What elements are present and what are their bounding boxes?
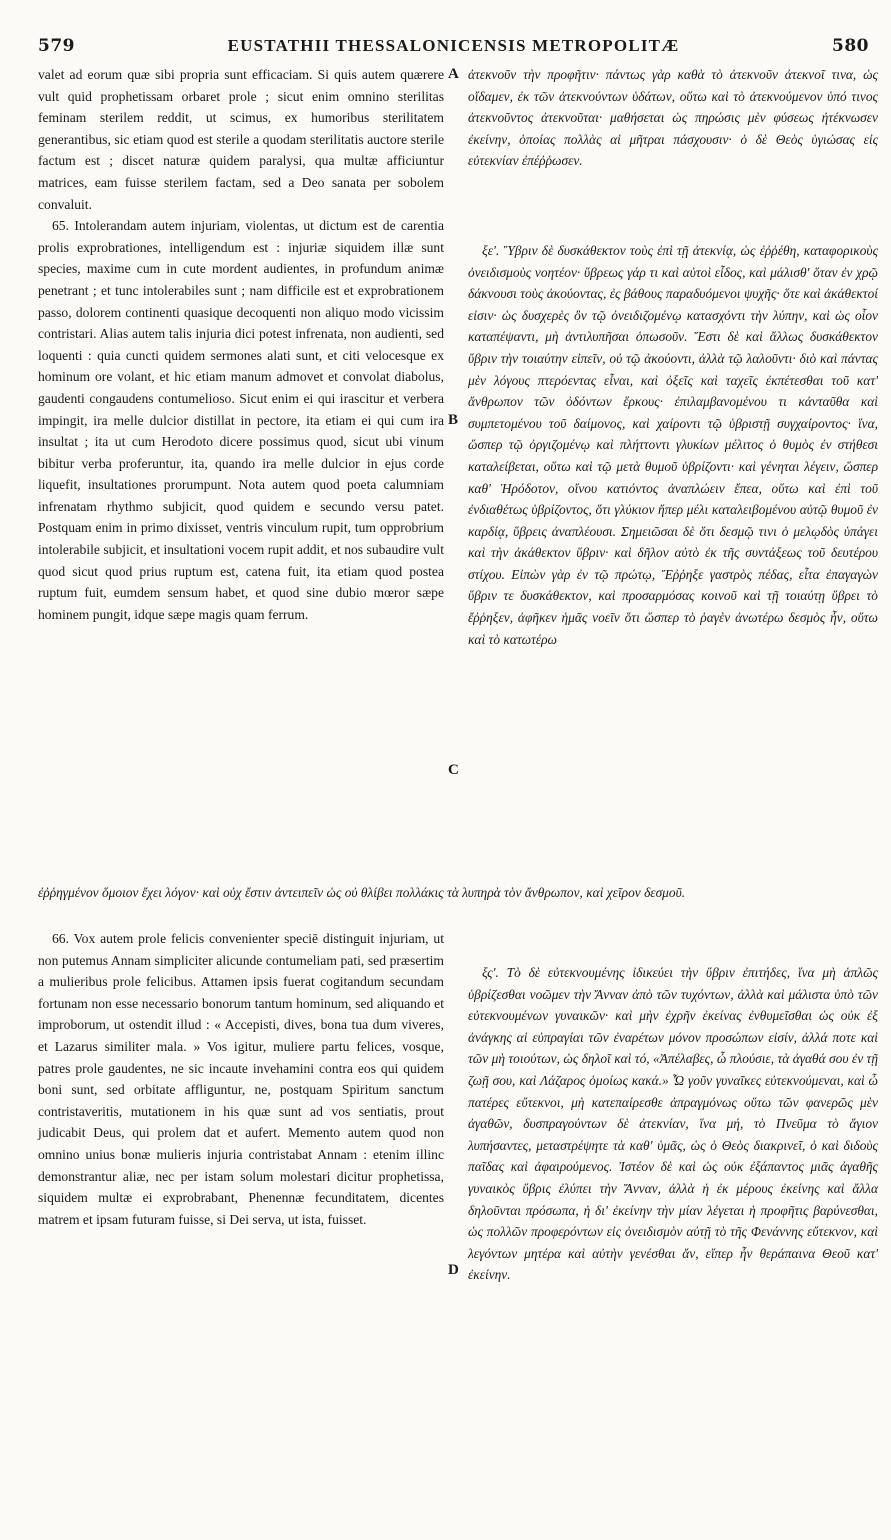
margin-marker-a: A (448, 66, 459, 82)
running-header (38, 36, 869, 62)
margin-marker-c: C (448, 762, 459, 778)
greek-paragraph-intro: ἀτεκνοῦν τὴν προφῆτιν· πάντως γὰρ καθὰ τὸ ἀτεκνοῦν ἀτεκνοῖ τινα, ὡς οἴδαμεν, ἐκ τῶν ἀτεκνούντων ὑδάτων, οὕτω καὶ τὸ ἀτεκνούμενον ὑπό τινος ἀτεκνοῦντος ἀτεκνοῦται· μαθήσεται ὡς πηρώσις μὲν φύσεως ἠτέκνωσεν ἐκείνην, ὁποίας πολλὰς αἱ μῆτραι πάσχουσιν· ὁ δὲ Θεὸς ὑγιώσας εἰς εὐτεκνίαν ἐπέῤῥωσεν. (468, 67, 878, 169)
margin-marker-b: B (448, 412, 459, 428)
greek-paragraph-66: ξς'. Τὸ δὲ εὐτεκνουμένης ἰδικεύει τὴν ὕβριν ἐπιτήδες, ἵνα μὴ ἁπλῶς ὑβρίζεσθαι νοῶμεν τὴν Ἄνναν ἀπὸ τῶν τυχόντων, ἀλλὰ καὶ μάλιστα ὑπὸ τῶν εὐτεκνουμένων γυναικῶν· καὶ μὴν ἐχρῆν ἐκείνας ἐνθυμεῖσθαι ὡς οὐκ ἐξ ἀνάγκης αἱ εὐπραγίαι τῶν ἐναρέτων μόνον προσώπων εἰσίν, ἀλλά ποτε καὶ τῶν μὴ τοιούτων, ὡς δηλοῖ καὶ τό, «Ἀπέλαβες, ὦ πλούσιε, τὰ ἀγαθά σου ἐν τῇ ζωῇ σου, καὶ Λάζαρος ὁμοίως κακά.» Ὦ γοῦν γυναῖκες εὐτεκνούμεναι, καὶ ὦ πατέρες εὔτεκνοι, μὴ κατεπαίρεσθε ἀπραγμόνως οὕτω τῶν φανερῶς μὲν ἀγαθῶν, δυσπραγούντων δὲ ἀτεκνίαν, ἵνα μή, τὸ Πνεῦμα τὸ ἅγιον λυπήσαντες, μεταστρέψητε τὰ καθ' ὑμᾶς, ὡς ὁ Θεὸς διακρινεῖ, ὁ καὶ διδοὺς παῖδας καὶ ἀφαιρούμενος. Ἰστέον δὲ καὶ ὡς οὐκ ἐξάπαντος μιᾶς ἀγαθῆς γυναικὸς ὕβρις ἐλύπει τὴν Ἄνναν, ἀλλὰ ἡ ἐκ μέρους ἐκείνης καὶ ἄλλα δηλοῦνται πρόσωπα, ἡ δι' ἐκείνην τὴν μίαν λέγεται ἡ προφῆτις βαρύνεσθαι, ὡς πολλῶν προφερόντων εἰς ὀνειδισμὸν αὐτῇ τὸ τῆς Φενάννης εὔτεκνον, καὶ λεγόντων μητέρα καὶ αὐτὴν γενέσθαι ἄν, εἴπερ ἦν θεράπαινα Θεοῦ κατ' ἐκείνην. (468, 965, 878, 1283)
greek-paragraph-65: ξε'. Ὕβριν δὲ δυσκάθεκτον τοὺς ἐπὶ τῇ ἀτεκνίᾳ, ὡς ἐῤῥέθη, καταφορικοὺς ὀνειδισμοὺς νοητέον· ὕβρεως γάρ τι καὶ αὐτοὶ εἶδος, καὶ μάλισθ' ὅταν ἐν χρῷ δάκνουσι τοὺς ἀκούοντας, ἐς βάθους παραδυόμενοι ψυχῆς· ὅτε καὶ ἀκάθεκτοί εἰσιν· ὡς δυσχερὲς ὂν τῷ ὀνειδιζομένῳ κατασχόντι τὴν λύπην, καὶ ὡς οἷον καταπέψαντι, μὴ ἀντιλυπῆσαι ὁπωσοῦν. Ἔστι δὲ καὶ ἄλλως δυσκάθεκτον ὕβριν τὴν τοιαύτην εἰπεῖν, οὐ τῷ ἀκούοντι, ἀλλὰ τῷ λαλοῦντι· διὸ καὶ πάντας μὲν λόγους πτερόεντας εἶναι, καὶ ὀξεῖς καὶ ταχεῖς ἐκπέτεσθαι τοῦ κατ' ἄνθρωπον τῶν ὀδόντων ἕρκους· ἐπιλαμβανομένου τι κἀνταῦθα καὶ συμπετομένου τοῦ δαίμονος, καὶ χαίροντι τῷ ὑβριστῇ συγχαίροντος· ἵνα, ὥσπερ τῷ ὀργιζομένῳ καὶ πλήττοντι γλυκίων μέλιτος ὁ θυμὸς ἐν στήθεσι καταλείβεται, οὕτω καὶ τῷ μετὰ θυμοῦ ὑβρίζοντι· καὶ γένηται λέγειν, ὥσπερ καθ' Ἡρόδοτον, οἴνου κατιόντος ἀναπλώειν ἔπεα, οὕτω καὶ ἐπὶ τοῦ ἐνδιαθέτως ὑβρίζοντος, ὅτι γλύκιον ἤπερ μέλι καταλειβομένου αὐτῷ θυμοῦ ἐν καρδίᾳ, ὕβρεις ἀναπλέουσι. Σημειῶσαι δὲ ὅτι δεσμῷ τινι ὁ μελῳδὸς ὑπάγει καὶ τὴν ἀκάθεκτον ὕβριν· καὶ δῆλον αὐτὸ ἐκ τῆς συντάξεως τοῦ δευτέρου στίχου. Εἰπὼν γὰρ ἐν τῷ πρώτῳ, Ἔῤῥηξε γαστρὸς πέδας, εἶτα ἐπαγαγὼν ὕβριν τε δυσκάθεκτον, καὶ προσαρμόσας κοινοῦ καὶ τῇ τοιαύτῃ ὕβρει τὸ ἔῤῥηξεν, ἀφῆκεν ἡμᾶς νοεῖν ὅτι ὥσπερ τὸ ῥαγὲν ἀνωτέρω δεσμὸς ἦν, οὕτω καὶ τὸ κατωτέρω (468, 242, 878, 647)
left-page-number: 579 (38, 36, 75, 56)
margin-marker-d: D (448, 1262, 459, 1278)
running-title: EUSTATHII THESSALONICENSIS METROPOLITÆ (227, 36, 680, 55)
greek-continuation-fullwidth (38, 882, 878, 904)
right-page-number: 580 (832, 36, 869, 56)
latin-paragraph-intro: valet ad eorum quæ sibi propria sunt efficaciam. Si quis autem quærere vult quid prophetissam orbaret prole ; sicut enim omnino sterilitas feminam sterilem reddit, ut scimus, ex humoribus sterilitatem generantibus, sic etiam quod est sterile a quodam sterilitatis auctore sterile factum est ; discet naturæ quidem paralysi, qua multæ afficiuntur matrices, eam fuisse sterilem factam, sed a Deo sanata per sobolem convaluit. (38, 67, 444, 212)
greek-column-upper (468, 64, 878, 650)
latin-paragraph-66: 66. Vox autem prole felicis convenienter speciē distinguit injuriam, ut non putemus Annam simpliciter alicunde contumeliam pati, sed præsertim a mulieribus prole felicibus. Attamen ipsis fuerat cogitandum secundam fortunam non esse necessario bonorum tantum hominum, sed aliquando et improborum, ut ostendit illud : « Accepisti, dives, bona tua dum viveres, et Lazarus similiter mala. » Vos igitur, muliere partu felices, vosque, patres prole gaudentes, ne sic incaute invehamini contra eos qui quidem boni sunt, sed orbitate affliguntur, ne, postquam Spiritum sanctum contristaveritis, mutationem in his quæ sunt ad vos sentiatis, prout judicabit Deus, qui prolem dat et aufert. Memento autem quod non omnino unius bonæ mulieris injuria contristabat Annam : etenim illinc demonstrantur aliæ, nec per istam solum molestari dicitur prophetissa, siquidem multæ ei exprobrabant, Phenennæ fecunditatem, dicentes matrem et ipsam futuram fuisse, si Dei serva, ut ista, fuisset. (38, 931, 444, 1227)
latin-column-lower (38, 928, 444, 1230)
greek-column-lower (468, 962, 878, 1286)
latin-paragraph-65: 65. Intolerandam autem injuriam, violentas, ut dictum est de carentia prolis exprobrationes, intelligendum est : injuriæ siquidem illæ sunt species, maxime cum in cute mordent audientes, in profundum animæ penetrant ; et tunc intolerabiles sunt ; nam difficile est et exprobrationem passo, dolorem continenti quasique decoquenti non aliquo modo vicissim contristari. Alias autem talis injuria dici potest infrenata, non audienti, sed loquenti : quia cuncti quidem sermones alati sunt, et citi velocesque ex hominum ore volant, et hic etiam manum admovet et convolat diabolus, gaudenti congaudens contumelioso. Sicut enim ei qui irascitur et verbera impingit, ira melle dulcior distillat in pectore, ita etiam ei qui cum ira insultat ; ita ut cum Herodoto dicere possimus quod, sicut ubi vinum bibitur verba proferuntur, ita, quando ira melle dulcior in ejus corde liquefit, insultationes prorumpunt. Nota autem quod poeta calumniam infrenatam rhythmo subjicit, quod quidem e secundo versu patet. Postquam enim in primo dixisset, ventris vinculum rupit, tum opprobrium intolerabile subjicit, et insultationi vocem rupit addit, et nos subaudire vult quod sicut quod prius ruptum est, catena fuit, ita etiam quod postea ruptum fuit, eumdem sensum habet, et quod sine dubio mœror sæpe hominem pungit, idque sæpe magis quam ferrum. (38, 218, 444, 622)
latin-column-upper (38, 64, 444, 625)
greek-paragraph-65-tail: ἐῤῥηγμένον ὅμοιον ἔχει λόγον· καὶ οὐχ ἔστιν ἀντειπεῖν ὡς οὐ θλίβει πολλάκις τὰ λυπηρὰ τὸν ἄνθρωπον, καὶ χεῖρον δεσμοῦ. (38, 885, 686, 900)
